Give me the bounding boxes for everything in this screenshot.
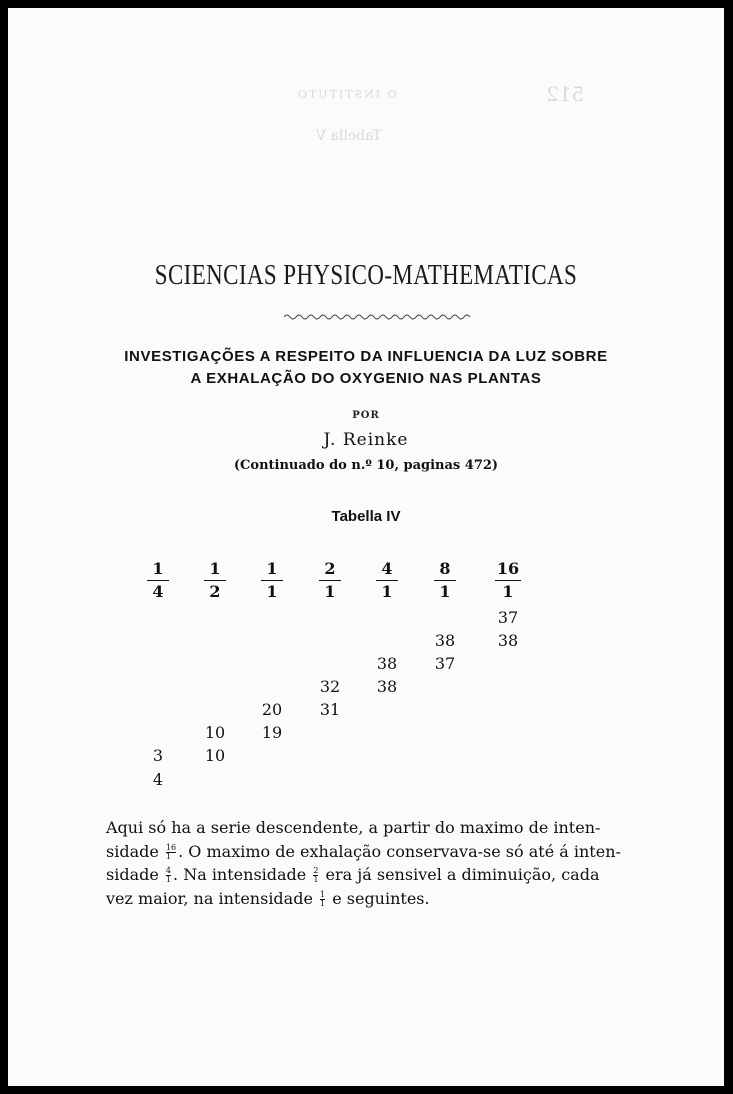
table-cell: 37 (497, 608, 519, 627)
table-cell: 3 (152, 746, 164, 765)
author-name: J. Reinke (323, 430, 409, 450)
fraction-numerator: 2 (324, 559, 336, 578)
text-run: e seguintes. (332, 888, 430, 908)
text-run: . Na intensidade (173, 865, 307, 884)
bleed-page-number: 512 (546, 82, 585, 106)
paragraph-line (106, 840, 621, 864)
text-run: sidade (106, 865, 159, 884)
fraction-numerator: 16 (165, 842, 177, 852)
fraction-numerator: 1 (152, 559, 164, 578)
fraction-numerator: 4 (381, 559, 393, 578)
fraction-denominator: 1 (502, 582, 514, 601)
fraction-denominator: 1 (381, 582, 393, 601)
paragraph-line (106, 863, 600, 887)
inline-fraction (313, 867, 318, 884)
table-header-col-1 (143, 560, 173, 601)
fraction-numerator: 4 (165, 866, 172, 875)
fraction-denominator: 1 (324, 582, 336, 601)
fraction-numerator: 1 (209, 559, 221, 578)
bleed-table-ref: Tabella V (316, 128, 382, 144)
fraction-denominator: 1 (313, 875, 319, 884)
table-cell: 10 (204, 746, 226, 765)
table-cell: 32 (319, 677, 341, 696)
table-title: Tabella IV (331, 508, 401, 525)
table-cell: 31 (319, 700, 341, 719)
inline-fraction (320, 891, 325, 908)
table-header-col-6 (430, 560, 460, 601)
paragraph-line (106, 887, 576, 911)
table-cell: 20 (261, 700, 283, 719)
table-cell: 4 (152, 770, 164, 789)
table-cell: 38 (497, 631, 519, 650)
section-title: SCIENCIAS PHYSICO-MATHEMATICAS (154, 260, 578, 291)
fraction-denominator: 1 (165, 875, 172, 884)
inline-fraction (166, 867, 171, 884)
text-run: sidade (106, 841, 159, 861)
fraction-denominator: 1 (166, 852, 176, 861)
table-header-col-4 (315, 560, 345, 601)
paragraph-line: Aqui só ha a serie descendente, a partir do maximo de inten- (106, 818, 601, 837)
fraction-numerator: 2 (313, 866, 319, 875)
table-cell: 38 (434, 631, 456, 650)
table-cell: 37 (434, 654, 456, 673)
fraction-denominator: 1 (320, 898, 326, 908)
fraction-denominator: 1 (266, 582, 278, 601)
fraction-numerator: 1 (320, 889, 326, 899)
table-header-col-2 (200, 560, 230, 601)
table-header-col-3 (257, 560, 287, 601)
fraction-denominator: 1 (439, 582, 451, 601)
article-heading-line-2: A EXHALAÇÃO DO OXYGENIO NAS PLANTAS (190, 370, 542, 387)
document-page (8, 8, 724, 1086)
fraction-denominator: 4 (152, 582, 164, 601)
fraction-denominator: 2 (209, 582, 221, 601)
table-header-col-5 (372, 560, 402, 601)
table-cell: 38 (376, 677, 398, 696)
table-cell: 10 (204, 723, 226, 742)
fraction-numerator: 1 (266, 559, 278, 578)
table-cell: 19 (261, 723, 283, 742)
article-heading-line-1: INVESTIGAÇÕES A RESPEITO DA INFLUENCIA DA LUZ SOBRE (124, 348, 608, 365)
fraction-numerator: 16 (496, 559, 520, 578)
table-header-col-7 (491, 560, 525, 601)
body-paragraph (106, 816, 621, 910)
byline-label: POR (352, 410, 380, 421)
bleed-running-head: O INSTITUTO (296, 88, 397, 101)
text-run: era já sensivel a diminuição, cada (325, 865, 600, 884)
text-run: . O maximo de exhalação conservava-se só até á inten- (178, 841, 621, 861)
continuation-note: (Continuado do n.º 10, paginas 472) (233, 458, 499, 473)
fraction-numerator: 8 (439, 559, 451, 578)
text-run: vez maior, na intensidade (106, 888, 313, 908)
ornament-divider (284, 312, 474, 322)
table-cell: 38 (376, 654, 398, 673)
inline-fraction (166, 844, 176, 861)
